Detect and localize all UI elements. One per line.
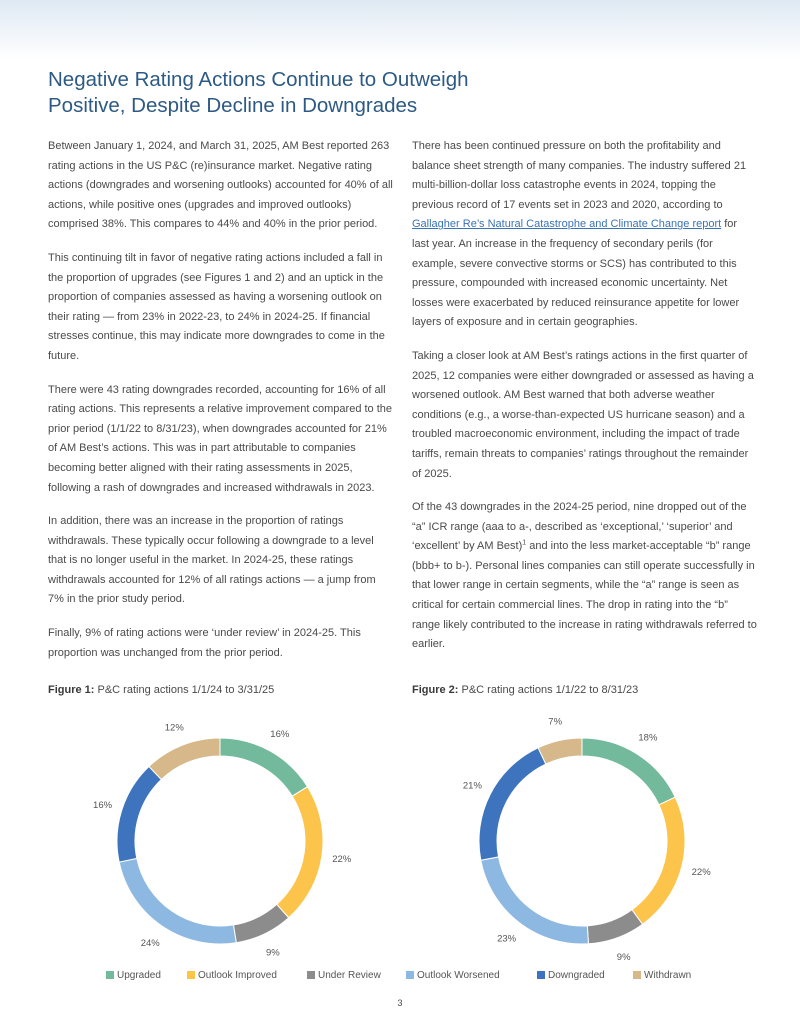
page-title bbox=[48, 67, 608, 119]
slice-label-downgraded: 16% bbox=[93, 799, 113, 811]
page-number: 3 bbox=[397, 998, 403, 1008]
figure-1-caption-text: P&C rating actions 1/1/24 to 3/31/25 bbox=[94, 684, 275, 696]
figure-2-donut-chart bbox=[442, 716, 742, 961]
figure-1-caption-label: Figure 1: bbox=[48, 684, 95, 696]
slice-label-outlook-worsened: 24% bbox=[140, 937, 160, 949]
legend-label: Upgraded bbox=[117, 970, 161, 981]
legend-swatch bbox=[106, 971, 114, 979]
paragraph: In addition, there was an increase in the proportion of ratings withdrawals. These typically occur following a downgrade to a level that is no longer useful in the market. In 2024-25, these ratings withdrawals accounted for 12% of all ratings actions — a jump from 7% in the prior study period. bbox=[48, 515, 376, 606]
donut-slice-outlook-improved bbox=[632, 797, 685, 924]
figure-2-caption-label: Figure 2: bbox=[412, 684, 459, 696]
legend-label: Outlook Worsened bbox=[417, 970, 500, 981]
legend-swatch bbox=[633, 971, 641, 979]
slice-label-outlook-improved: 22% bbox=[332, 854, 352, 866]
legend-swatch bbox=[187, 971, 195, 979]
legend-item-upgraded bbox=[106, 970, 161, 981]
slice-label-upgraded: 18% bbox=[638, 732, 658, 744]
figure-1-caption bbox=[48, 684, 274, 696]
figure-1-donut-chart bbox=[80, 716, 380, 961]
donut-slice-upgraded bbox=[582, 738, 675, 805]
donut-slice-upgraded bbox=[220, 738, 308, 796]
paragraph: Finally, 9% of rating actions were ‘under review’ in 2024-25. This proportion was unchanged from the prior period. bbox=[48, 627, 361, 659]
slice-label-withdrawn: 7% bbox=[548, 716, 563, 728]
slice-label-under-review: 9% bbox=[265, 947, 280, 959]
donut-slice-withdrawn bbox=[149, 738, 220, 779]
slice-label-outlook-worsened: 23% bbox=[497, 933, 517, 945]
paragraph-text: There has been continued pressure on both the profitability and balance sheet strength of many companies. The industry suffered 21 multi-billion-dollar loss catastrophe events in 2024, topping the previous record of 17 events set in 2023 and 2020, according to bbox=[412, 140, 747, 211]
chart-legend bbox=[106, 970, 746, 984]
donut-slice-downgraded bbox=[479, 748, 546, 860]
legend-label: Withdrawn bbox=[644, 970, 692, 981]
slice-label-upgraded: 16% bbox=[270, 729, 290, 741]
legend-label: Outlook Improved bbox=[198, 970, 277, 981]
legend-item-outlook-improved bbox=[187, 970, 277, 981]
figure-2-caption bbox=[412, 684, 638, 696]
paragraph bbox=[412, 498, 757, 655]
donut-slice-outlook-worsened bbox=[481, 857, 589, 944]
paragraph: Taking a closer look at AM Best’s ratings actions in the first quarter of 2025, 12 companies were either downgraded or assessed as having a worsened outlook. AM Best warned that both adverse weather conditions (e.g., a worse-than-expected US hurricane season) and a troubled macroeconomic environment, including the impact of trade tariffs, remain threats to companies’ ratings throughout the remainder of 2025. bbox=[412, 349, 754, 480]
slice-label-under-review: 9% bbox=[616, 952, 631, 961]
legend-item-withdrawn bbox=[633, 970, 691, 981]
paragraph-text: Of the 43 downgrades in the 2024-25 period, nine dropped out of the “a” ICR range (aaa to a-, described as ‘exceptional,’ ‘superior’ and ‘excellent’ by AM Best) bbox=[412, 501, 747, 553]
paragraph: There were 43 rating downgrades recorded, accounting for 16% of all rating actions. This represents a relative improvement compared to the prior period (1/1/22 to 8/31/23), when downgrades accounted for 21% of AM Best’s actions. This was in part attributable to companies becoming better aligned with their rating assessments in 2025, following a rash of downgrades and increased withdrawals in 2023. bbox=[48, 383, 393, 494]
legend-item-downgraded bbox=[537, 970, 605, 981]
footnote-marker[interactable]: 1 bbox=[522, 539, 527, 547]
page-title-line-2: Positive, Despite Decline in Downgrades bbox=[48, 94, 418, 117]
header-gradient-band bbox=[0, 0, 800, 60]
legend-item-outlook-worsened bbox=[406, 970, 500, 981]
donut-slice-withdrawn bbox=[538, 738, 582, 764]
slice-label-outlook-improved: 22% bbox=[691, 867, 711, 879]
right-text-column bbox=[412, 137, 757, 669]
gallagher-report-link[interactable]: Gallagher Re’s Natural Catastrophe and Climate Change report bbox=[412, 218, 722, 231]
donut-slice-under-review bbox=[233, 904, 288, 942]
legend-label: Downgraded bbox=[548, 970, 605, 981]
donut-slice-outlook-improved bbox=[277, 787, 323, 918]
legend-swatch bbox=[307, 971, 315, 979]
donut-slice-downgraded bbox=[117, 766, 161, 862]
donut-slice-outlook-worsened bbox=[119, 858, 236, 944]
page-title-line-1: Negative Rating Actions Continue to Outweigh bbox=[48, 68, 469, 91]
paragraph: This continuing tilt in favor of negative rating actions included a fall in the proportion of upgrades (see Figures 1 and 2) and an uptick in the proportion of companies assessed as having a worsening outlook on their rating — from 23% in 2022-23, to 24% in 2024-25. If financial stresses continue, this may indicate more downgrades to come in the future. bbox=[48, 251, 385, 362]
legend-swatch bbox=[537, 971, 545, 979]
figure-2-caption-text: P&C rating actions 1/1/22 to 8/31/23 bbox=[458, 684, 639, 696]
paragraph bbox=[412, 137, 757, 333]
slice-label-downgraded: 21% bbox=[462, 780, 482, 792]
paragraph: Between January 1, 2024, and March 31, 2025, AM Best reported 263 rating actions in the US P&C (re)insurance market. Negative rating actions (downgrades and worsening outlooks) accounted for 40% of all actions, while positive ones (upgrades and improved outlooks) comprised 38%. This compares to 44% and 40% in the prior period. bbox=[48, 140, 393, 231]
legend-item-under-review bbox=[307, 970, 381, 981]
paragraph-text: and into the less market-acceptable “b” range (bbb+ to b-). Personal lines companies can still operate successfully in that lower range in certain segments, while the “a” range is seen as critical for certain commercial lines. The drop in rating into the “b” range likely contributed to the increase in rating withdrawals referred to earlier. bbox=[412, 540, 757, 651]
legend-swatch bbox=[406, 971, 414, 979]
slice-label-withdrawn: 12% bbox=[164, 722, 184, 734]
left-text-column bbox=[48, 137, 393, 677]
legend-label: Under Review bbox=[318, 970, 381, 981]
paragraph-text: for last year. An increase in the frequency of secondary perils (for example, severe convective storms or SCS) has contributed to this pressure, compounded with increased economic uncertainty. Net losses were exacerbated by reduced reinsurance appetite for lower layers of exposure and in certain geographies. bbox=[412, 218, 740, 329]
donut-slice-under-review bbox=[587, 910, 642, 944]
